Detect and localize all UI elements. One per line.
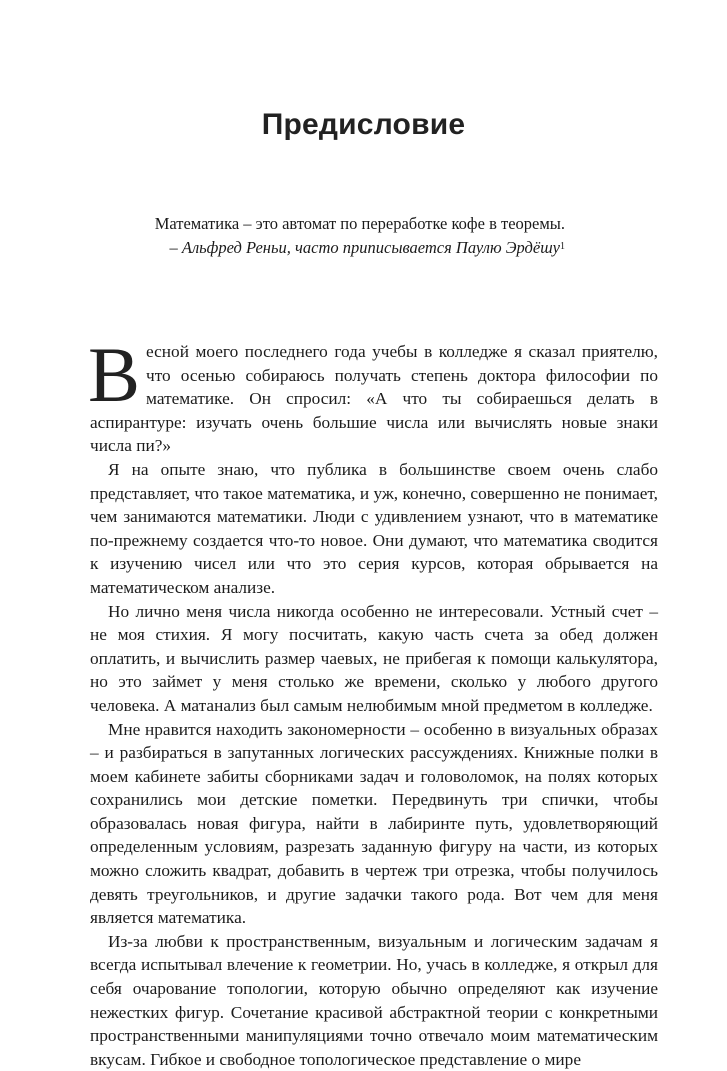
epigraph-attribution-line: [150, 236, 565, 260]
epigraph: [150, 212, 565, 260]
paragraph-text: есной моего последнего года учебы в колледже я сказал приятелю, что осенью собираюсь получать степень доктора философии по математике. Он спросил: «А что ты собираешься делать в аспирантуре: изучать очень большие числа или вычислять новые знаки числа пи?»: [90, 342, 658, 456]
drop-cap: В: [88, 331, 141, 418]
paragraph-4: Мне нравится находить закономерности – особенно в визуальных образах – и разбираться в запутанных логических рассуждениях. Книжные полки в моем кабинете забиты сборниками задач и головоломок, на полях которых сохранились мои детские пометки. Передвинуть три спички, чтобы образовалась новая фигура, найти в лабиринте путь, удовлетворяющий определенным условиям, разрезать заданную фигуру на части, из которых можно сложить квадрат, добавить в чертеж три отрезка, чтобы получилось девять треугольников, и другие задачки такого рода. Вот чем для меня является математика.: [90, 719, 658, 928]
paragraph-3: Но лично меня числа никогда особенно не интересовали. Устный счет – не моя стихия. Я могу посчитать, какую часть счета за обед должен оплатить, и вычислить размер чаевых, не прибегая к помощи калькулятора, но это займет у меня столько же времени, сколько у любого другого человека. А матанализ был самым нелюбимым мной предметом в колледже.: [90, 601, 658, 715]
footnote-marker: 1: [560, 241, 565, 252]
body-text: [88, 331, 658, 1071]
paragraph-1: [88, 331, 658, 458]
paragraph-5: Из-за любви к пространственным, визуальным и логическим задачам я всегда испытывал влечение к геометрии. Но, учась в колледже, я открыл для себя очарование топологии, которую обычно определяют как изучение нежестких фигур. Сочетание красивой абстрактной теории с конкретными пространственными манипуляциями точно отвечало моим математическим вкусам. Гибкое и свободное топологическое представление о мире: [90, 931, 658, 1069]
paragraph-2: Я на опыте знаю, что публика в большинстве своем очень слабо представляет, что такое математика, и уж, конечно, совершенно не понимает, чем занимаются математики. Люди с удивлением узнают, что в математике по-прежнему создается что-то новое. Они думают, что математика сводится к изучению чисел или что это серия курсов, которая обрывается на математическом анализе.: [90, 459, 658, 597]
epigraph-quote: Математика – это автомат по переработке кофе в теоремы.: [154, 214, 565, 233]
page-title: Предисловие: [261, 108, 466, 142]
epigraph-attribution: – Альфред Реньи, часто приписывается Паулю Эрдёшу: [169, 238, 560, 257]
